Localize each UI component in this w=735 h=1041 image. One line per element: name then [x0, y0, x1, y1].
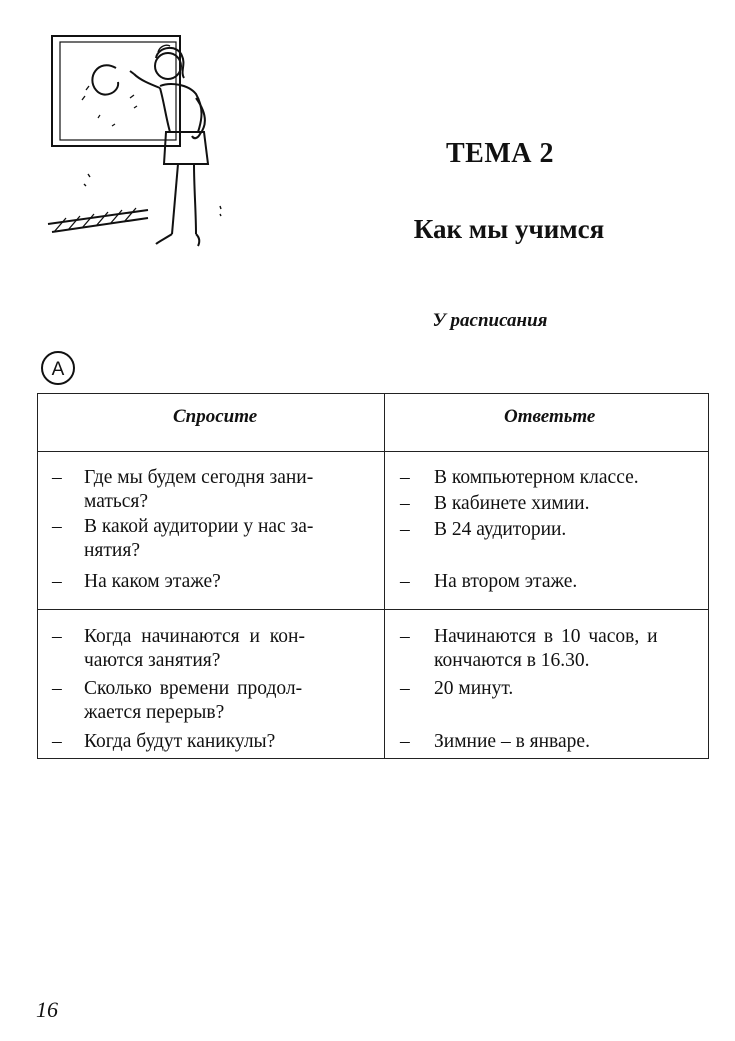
- page-title: Как мы учимся: [413, 214, 605, 244]
- dialogue-table: [37, 393, 709, 759]
- answer-line: В компьютерном классе.: [434, 467, 639, 488]
- table-block-divider: [38, 609, 708, 610]
- dash-mark: –: [400, 571, 410, 592]
- dash-mark: –: [52, 678, 62, 699]
- question-line: жается перерыв?: [84, 702, 225, 723]
- question-line: Когда будут каникулы?: [84, 731, 276, 752]
- question-line: нятия?: [84, 540, 140, 561]
- answer-line: В кабинете химии.: [434, 493, 590, 514]
- answer-line: В 24 аудитории.: [434, 519, 567, 540]
- answer-line: 20 минут.: [434, 678, 514, 699]
- section-marker-letter: A: [51, 359, 65, 380]
- dash-mark: –: [400, 678, 410, 699]
- section-marker-badge: [40, 350, 76, 386]
- table-header-divider: [38, 451, 708, 452]
- dash-mark: –: [400, 467, 410, 488]
- dash-mark: –: [52, 626, 62, 647]
- topic-heading: ТЕМА 2: [446, 138, 554, 169]
- answer-line: кончаются в 16.30.: [434, 650, 590, 671]
- table-column-divider: [384, 394, 385, 758]
- section-subtitle: У расписания: [432, 310, 548, 331]
- page-number: 16: [36, 997, 58, 1022]
- question-line: Где мы будем сегодня зани-: [84, 467, 314, 488]
- question-line: чаются занятия?: [84, 650, 221, 671]
- dash-mark: –: [400, 626, 410, 647]
- teacher-at-board-illustration: [38, 28, 258, 258]
- dash-mark: –: [400, 731, 410, 752]
- dash-mark: –: [52, 731, 62, 752]
- dash-mark: –: [400, 493, 410, 514]
- dash-mark: –: [400, 519, 410, 540]
- question-line: Когда начинаются и кон-: [84, 626, 305, 647]
- column-header-ask: Спросите: [173, 406, 258, 427]
- dash-mark: –: [52, 467, 62, 488]
- question-line: В какой аудитории у нас за-: [84, 516, 314, 537]
- question-line: Сколько времени продол-: [84, 678, 303, 699]
- column-header-answer: Ответьте: [504, 406, 596, 427]
- dash-mark: –: [52, 571, 62, 592]
- answer-line: Начинаются в 10 часов, и: [434, 626, 658, 647]
- answer-line: Зимние – в январе.: [434, 731, 590, 752]
- dash-mark: –: [52, 516, 62, 537]
- answer-line: На втором этаже.: [434, 571, 578, 592]
- question-line: На каком этаже?: [84, 571, 221, 592]
- question-line: маться?: [84, 491, 149, 512]
